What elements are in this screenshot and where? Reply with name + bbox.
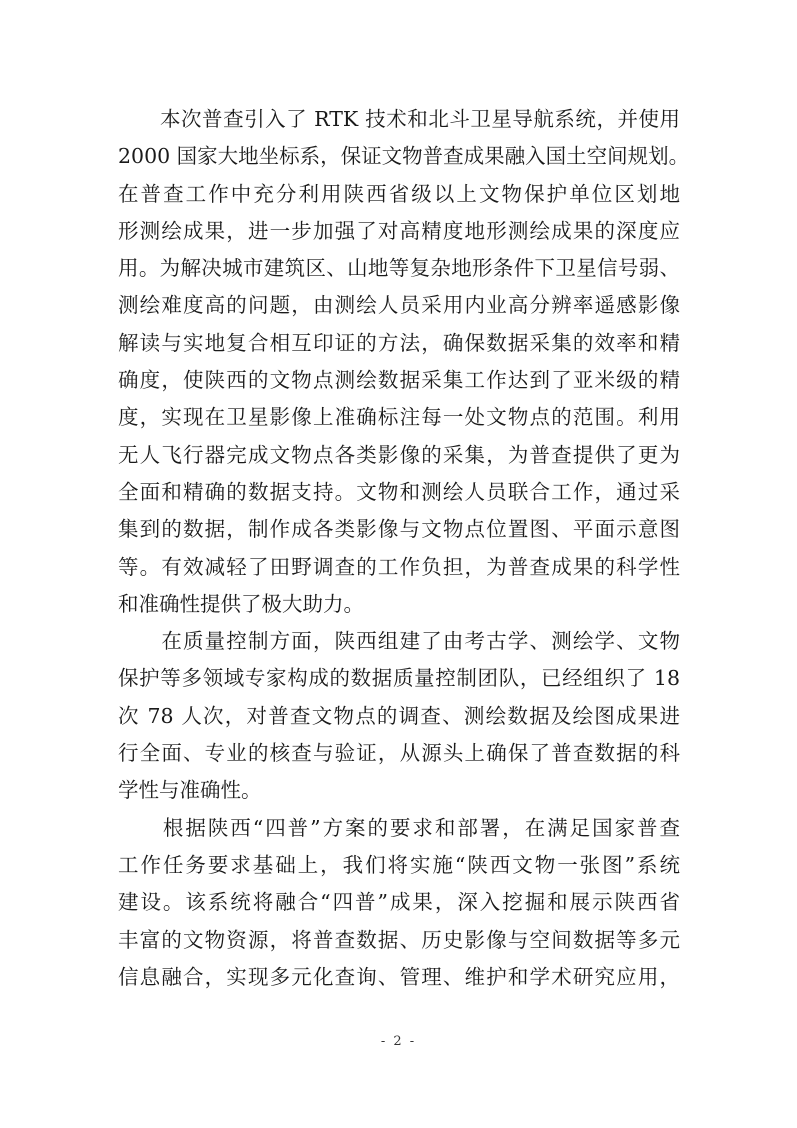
text-line: 测绘难度高的问题，由测绘人员采用内业高分辨率遥感影像: [118, 293, 680, 318]
text-line: 确度，使陕西的文物点测绘数据采集工作达到了亚米级的精: [118, 368, 680, 393]
text-line: 信息融合，实现多元化查询、管理、维护和学术研究应用，: [118, 964, 680, 989]
text-line: 形测绘成果，进一步加强了对高精度地形测绘成果的深度应: [118, 218, 680, 243]
text-line: 建设。该系统将融合“四普”成果，深入挖掘和展示陕西省: [118, 890, 680, 915]
text-line: 解读与实地复合相互印证的方法，确保数据采集的效率和精: [118, 330, 680, 355]
text-line: 工作任务要求基础上，我们将实施“陕西文物一张图”系统: [118, 852, 680, 877]
body-text: [118, 101, 690, 996]
text-line: 等。有效减轻了田野调查的工作负担，为普查成果的科学性: [118, 554, 680, 579]
text-line: 和准确性提供了极大助力。: [118, 591, 364, 616]
page-number: - 2 -: [380, 1034, 417, 1049]
text-line: 次 78 人次，对普查文物点的调查、测绘数据及绘图成果进: [118, 703, 680, 728]
text-line: 全面和精确的数据支持。文物和测绘人员联合工作，通过采: [118, 479, 680, 504]
text-line: 行全面、专业的核查与验证，从源头上确保了普查数据的科: [118, 741, 680, 766]
text-line: 本次普查引入了 RTK 技术和北斗卫星导航系统，并使用: [118, 107, 680, 131]
text-line: 在普查工作中充分利用陕西省级以上文物保护单位区划地: [118, 181, 680, 206]
text-line: 集到的数据，制作成各类影像与文物点位置图、平面示意图: [118, 517, 680, 542]
text-line: 度，实现在卫星影像上准确标注每一处文物点的范围。利用: [118, 405, 680, 430]
text-line: 根据陕西“四普”方案的要求和部署，在满足国家普查: [118, 815, 680, 840]
text-line: 2000 国家大地坐标系，保证文物普查成果融入国土空间规划。: [118, 144, 690, 169]
text-line: 丰富的文物资源，将普查数据、历史影像与空间数据等多元: [118, 927, 680, 952]
text-line: 在质量控制方面，陕西组建了由考古学、测绘学、文物: [118, 629, 680, 654]
text-line: 无人飞行器完成文物点各类影像的采集，为普查提供了更为: [118, 442, 680, 467]
text-line: 保护等多领域专家构成的数据质量控制团队，已经组织了 18: [118, 666, 680, 691]
text-line: 学性与准确性。: [118, 778, 262, 803]
text-line: 用。为解决城市建筑区、山地等复杂地形条件下卫星信号弱、: [118, 256, 680, 281]
